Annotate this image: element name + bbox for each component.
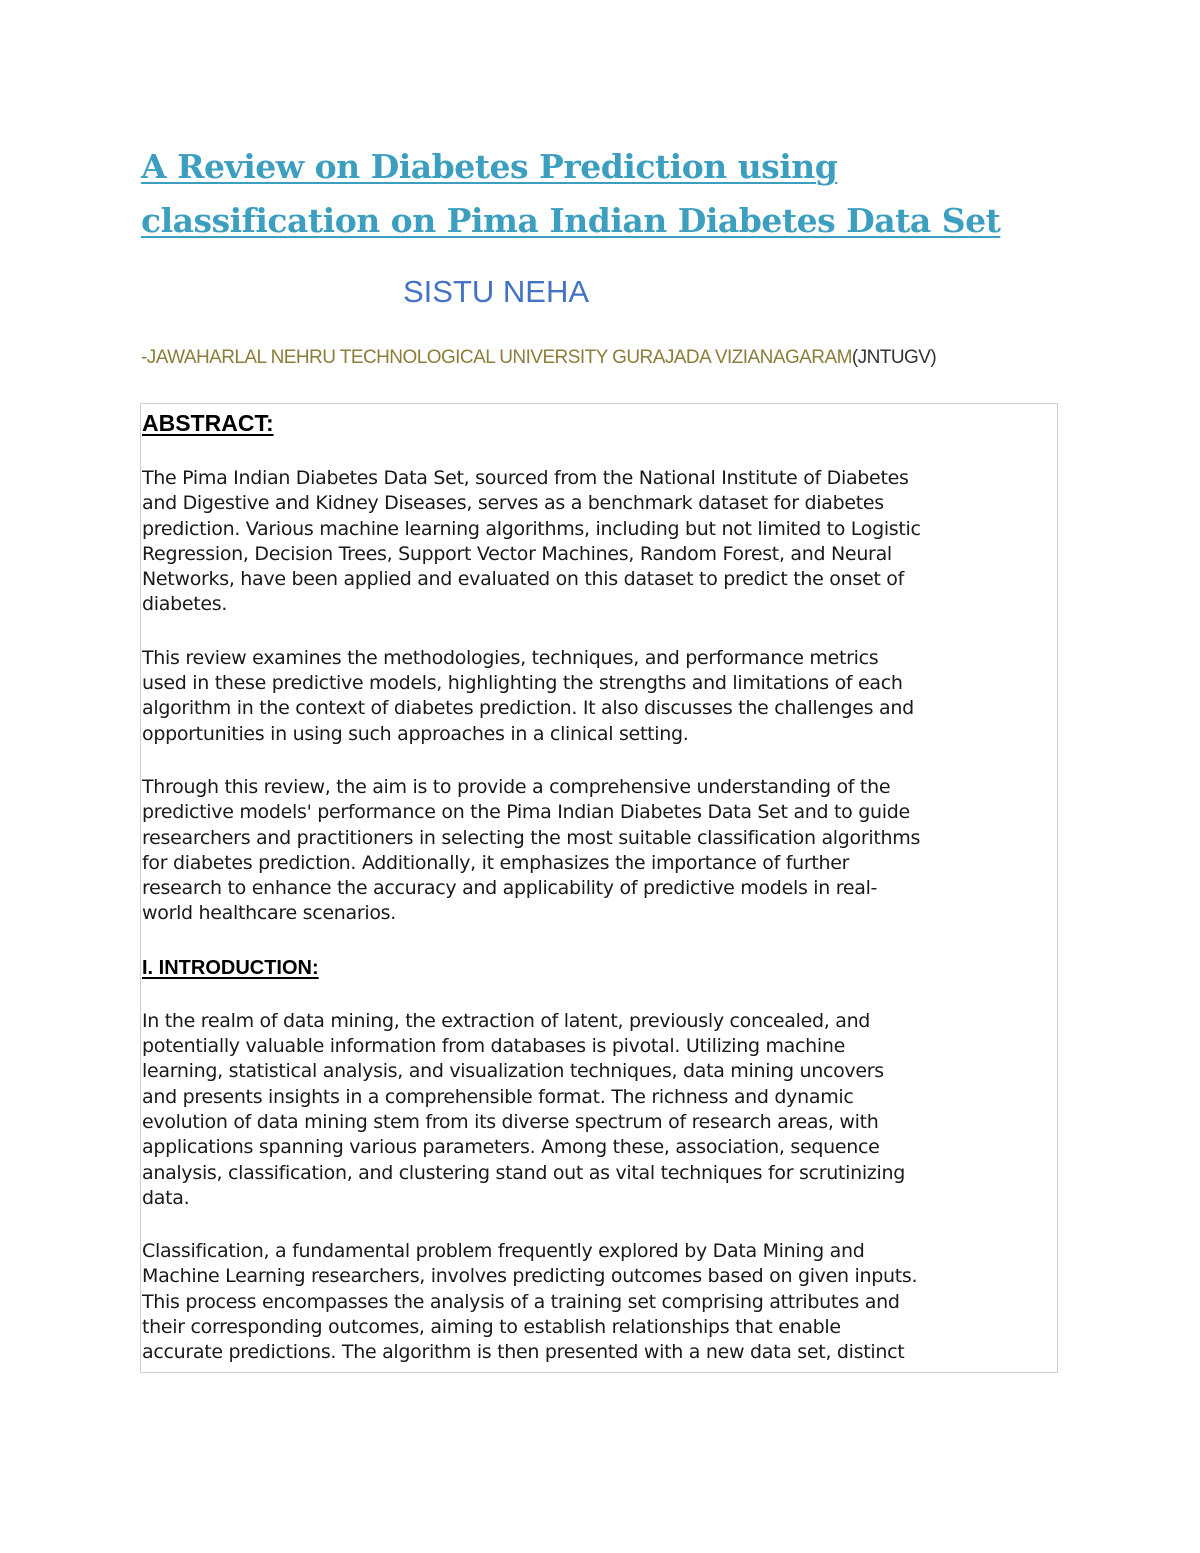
text-line: This review examines the methodologies, techniques, and performance metrics xyxy=(142,646,879,669)
content-body xyxy=(141,408,1057,1366)
text-line: The Pima Indian Diabetes Data Set, sourced from the National Institute of Diabetes xyxy=(142,467,909,489)
text-line: analysis, classification, and clustering stand out as vital techniques for scrutinizing xyxy=(142,1161,905,1184)
abstract-paragraph xyxy=(142,775,1056,927)
introduction-paragraph xyxy=(142,1239,1056,1365)
text-line: world healthcare scenarios. xyxy=(142,902,396,925)
text-line: data. xyxy=(142,1186,190,1209)
text-line: learning, statistical analysis, and visualization techniques, data mining uncovers xyxy=(142,1060,884,1083)
text-line: evolution of data mining stem from its diverse spectrum of research areas, with xyxy=(142,1110,879,1133)
text-line: used in these predictive models, highlighting the strengths and limitations of each xyxy=(142,672,903,695)
text-line: potentially valuable information from databases is pivotal. Utilizing machine xyxy=(142,1035,845,1058)
text-line: prediction. Various machine learning algorithms, including but not limited to Logistic xyxy=(142,517,921,540)
content-frame xyxy=(140,403,1058,1373)
author-affiliation xyxy=(141,344,936,372)
paper-title-line-1: A Review on Diabetes Prediction using xyxy=(141,147,838,186)
text-line: and Digestive and Kidney Diseases, serves as a benchmark dataset for diabetes xyxy=(142,492,884,515)
author-name: SISTU NEHA xyxy=(403,274,590,309)
text-line: their corresponding outcomes, aiming to establish relationships that enable xyxy=(142,1316,841,1339)
paper-title-line-2: classification on Pima Indian Diabetes Data Set xyxy=(141,201,1001,240)
text-line: researchers and practitioners in selecting the most suitable classification algorithms xyxy=(142,826,921,849)
text-line: algorithm in the context of diabetes prediction. It also discusses the challenges and xyxy=(142,697,914,720)
abstract-paragraph xyxy=(142,646,1056,747)
affiliation-name: -JAWAHARLAL NEHRU TECHNOLOGICAL UNIVERSITY GURAJADA VIZIANAGARAM xyxy=(141,347,852,368)
paper-title xyxy=(141,140,1081,248)
text-line: In the realm of data mining, the extraction of latent, previously concealed, and xyxy=(142,1009,871,1032)
abstract-heading: ABSTRACT: xyxy=(142,410,274,436)
abstract-paragraph xyxy=(142,466,1056,618)
text-line: Through this review, the aim is to provide a comprehensive understanding of the xyxy=(142,775,891,798)
text-line: for diabetes prediction. Additionally, it emphasizes the importance of further xyxy=(142,851,850,874)
text-line: research to enhance the accuracy and applicability of predictive models in real- xyxy=(142,877,878,900)
text-line: and presents insights in a comprehensible format. The richness and dynamic xyxy=(142,1085,854,1108)
text-line: Machine Learning researchers, involves predicting outcomes based on given inputs. xyxy=(142,1265,918,1288)
text-line: opportunities in using such approaches in a clinical setting. xyxy=(142,722,689,745)
introduction-heading: I. INTRODUCTION: xyxy=(142,956,319,979)
text-line: Regression, Decision Trees, Support Vector Machines, Random Forest, and Neural xyxy=(142,542,892,565)
text-line: Classification, a fundamental problem frequently explored by Data Mining and xyxy=(142,1240,865,1263)
affiliation-abbreviation: (JNTUGV) xyxy=(851,347,937,368)
text-line: applications spanning various parameters. Among these, association, sequence xyxy=(142,1136,880,1159)
text-line: diabetes. xyxy=(142,593,228,616)
text-line: This process encompasses the analysis of a training set comprising attributes and xyxy=(142,1290,900,1313)
introduction-paragraph xyxy=(142,1009,1056,1211)
text-line: accurate predictions. The algorithm is then presented with a new data set, distinct xyxy=(142,1341,905,1364)
text-line: Networks, have been applied and evaluated on this dataset to predict the onset of xyxy=(142,568,904,591)
text-line: predictive models' performance on the Pima Indian Diabetes Data Set and to guide xyxy=(142,801,910,824)
